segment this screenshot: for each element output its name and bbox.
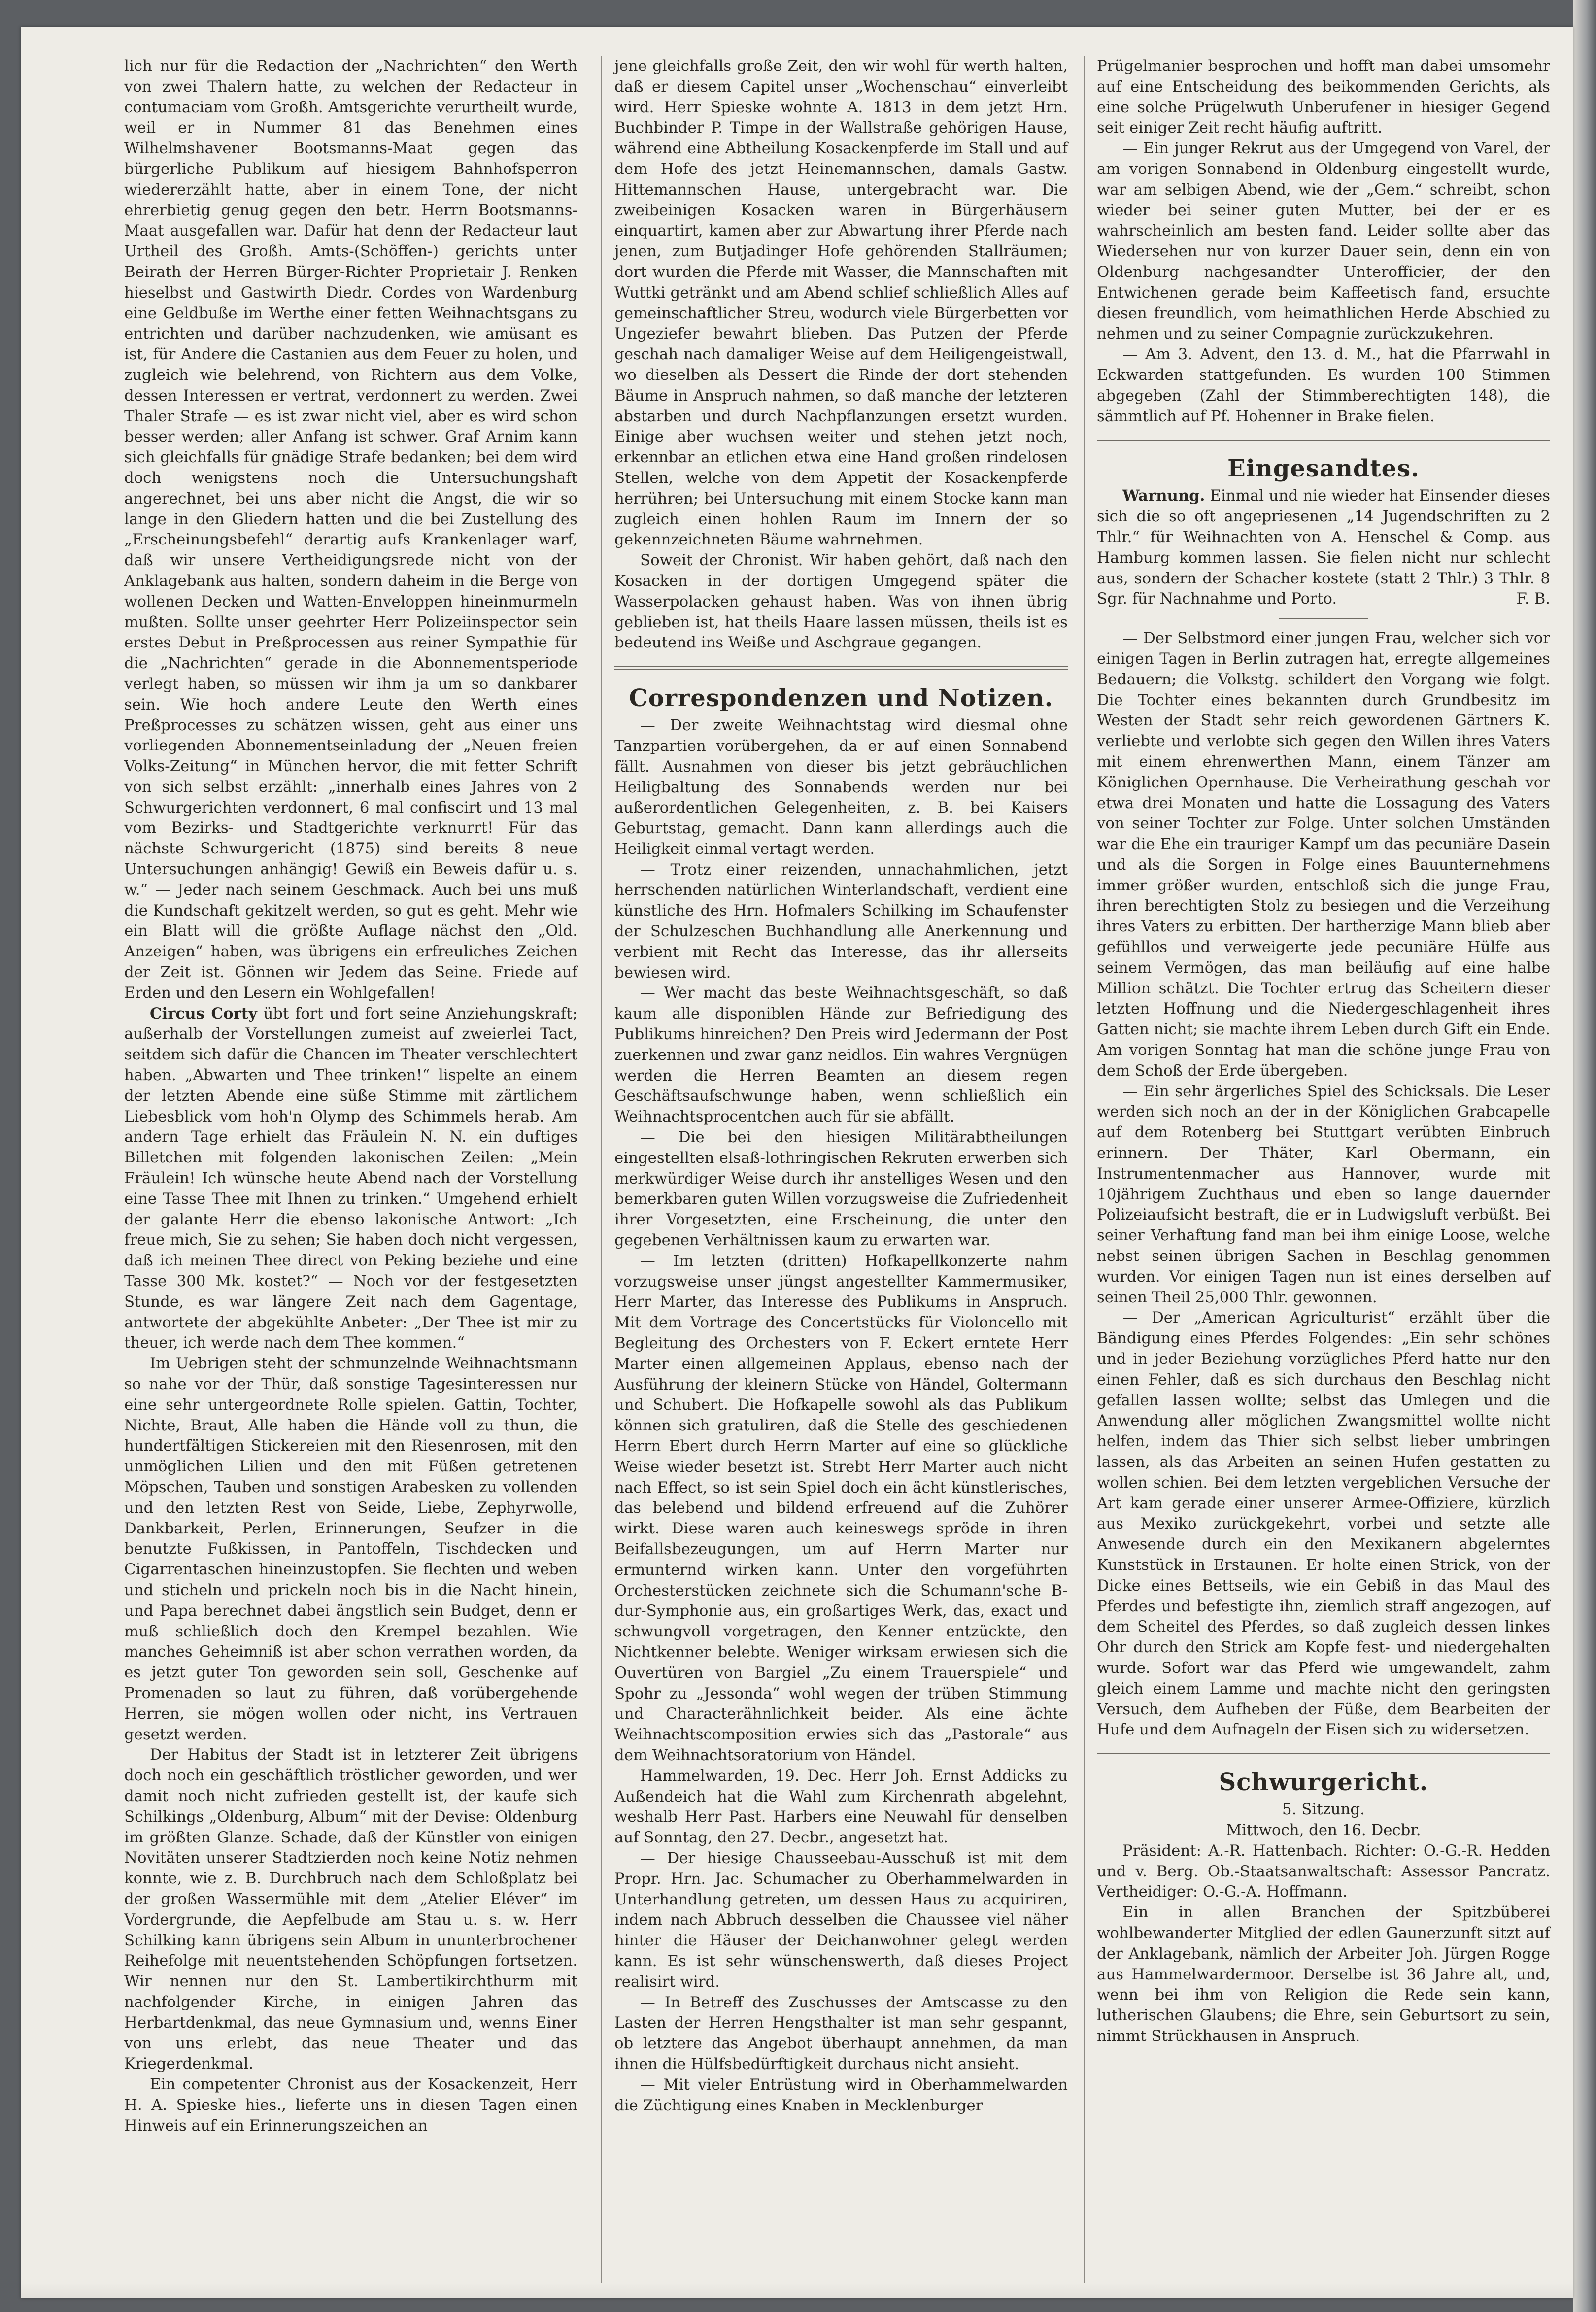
section-divider [614,666,1068,670]
col3-paragraph-4: — Der Selbstmord einer jungen Frau, welcher sich vor einigen Tagen in Berlin zutragen hat, erregte allgemeines Bedauern; die Volkstg. schildert den Vorgang wie folgt. Die Tochter eines bekannten durch Grundbesitz im Westen der Stadt sehr reich gewordenen Gärtners K. verliebte und verlobte sich gegen den Willen ihres Vaters mit einem ehrenwerthen Mann, einem Tänzer am Königlichen Opernhause. Die Verheirathung geschah vor etwa drei Monaten und hatte die Lossagung des Vaters von seiner Tochter zur Folge. Unter solchen Umständen war die Ehe ein trauriger Kampf um das pecuniäre Dasein und als die Sorgen in Folge eines Bauunternehmens immer größer wurden, entschloß sich die junge Frau, ihren berechtigten Stolz zu besiegen und die Verzeihung ihres Vaters zu erbitten. Der hartherzige Mann blieb aber gefühllos und verweigerte jede pecuniäre Hülfe aus seinem Vermögen, das man beiläufig auf eine halbe Million schätzt. Die Tochter ertrug das Scheitern dieser letzten Hoffnung und die Niedergeschlagenheit ihres Gatten nicht; sie machte ihrem Leben durch Gift ein Ende. Am vorigen Sonntag hat man die schöne junge Frau von dem Schoß der Erde übergeben. [1097,629,1550,1080]
corty-title: Circus Corty [150,1004,257,1022]
col1-paragraph-5: Ein competenter Chronist aus der Kosackenzeit, Herr H. A. Spieske hies., lieferte uns in diesen Tagen einen Hinweis auf ein Erinnerungszeichen an [124,2075,577,2135]
notice-4: — Die bei den hiesigen Militärabtheilungen eingestellten elsaß-lothringischen Rekruten erwerben sich merkwürdiger Weise durch ihr anstelliges Wesen und den bemerkbaren guten Willen vorzugsweise die Zufriedenheit ihrer Vorgesetzten, eine Erscheinung, die unter den gegebenen Verhältnissen kaum zu erwarten war. [614,1128,1068,1250]
notice-6: Hammelwarden, 19. Dec. Herr Joh. Ernst Addicks zu Außendeich hat die Wahl zum Kirchenrath abgelehnt, weshalb Herr Past. Harbers eine Neuwahl für denselben auf Sonntag, den 27. Decbr., angesetzt hat. [614,1767,1068,1847]
notice-2: — Trotz einer reizenden, unnachahmlichen, jetzt herrschenden natürlichen Winterlandschaft, verdient eine künstliche des Hrn. Hofmalers Schilking im Schaufenster der Schulzeschen Buchhandlung alle Anerkennung und verbient mit Recht das Interesse, das ihr allerseits bewiesen wird. [614,860,1068,982]
warning-body: Einmal und nie wieder hat Einsender dieses sich die so oft angepriesenen „14 Jugendschriften zu 2 Thlr.“ für Weihnachten von A. Henschel & Comp. aus Hamburg kommen lassen. Sie fielen nicht nur schlecht aus, sondern der Schacher kostete (statt 2 Thlr.) 3 Thlr. 8 Sgr. für Nachnahme und Porto. [1097,487,1551,608]
notice-8: — In Betreff des Zuschusses der Amtscasse zu den Lasten der Herren Hengsthalter ist man sehr gespannt, ob letztere das Angebot überhaupt annehmen, da man ihnen die Hülfsbedürftigkeit durchaus nicht ansieht. [614,1993,1068,2073]
newspaper-page [21,27,1573,2298]
col3-paragraph-7: Ein in allen Branchen der Spitzbüberei wohlbewanderter Mitglied der edlen Gaunerzunft sitzt auf der Anklagebank, nämlich der Arbeiter Joh. Jürgen Rogge aus Hammelwardermoor. Derselbe ist 36 Jahre alt, und, wenn bei ihm von Religion die Rede sein kann, lutherischen Glaubens; die Ehre, sein Geburtsort zu sein, nimmt Strückhausen in Anspruch. [1097,1904,1550,2045]
notice-7: — Der hiesige Chausseebau-Ausschuß ist mit dem Propr. Hrn. Jac. Schumacher zu Oberhammelwarden in Unterhandlung getreten, um dessen Haus zu acquiriren, indem nach Abbruch desselben die Chaussee viel näher hinter die Häuser der Deichanwohner gelegt werden kann. Es ist sehr wünschenswerth, daß dieses Project realisirt wird. [614,1849,1068,1991]
col3-paragraph-5: — Ein sehr ärgerliches Spiel des Schicksals. Die Leser werden sich noch an der in der Königlichen Grabcapelle auf dem Rotenberg bei Stuttgart verübten Einbruch erinnern. Der Thäter, Karl Obermann, ein Instrumentenmacher aus Hannover, wurde mit 10jährigem Zuchthaus und eben so lange dauernder Polizeiaufsicht bestraft, die er in Ludwigsluft verbüßt. Bei seiner Verhaftung fand man bei ihm einige Loose, welche nebst seinen übrigen Sachen in Beschlag genommen wurden. Vor einigen Tagen nun ist eines derselben auf seinen Theil 25,000 Thlr. gewonnen. [1097,1082,1550,1306]
column-3 [1097,56,1550,2047]
session-number: 5. Sitzung. [1282,1801,1365,1819]
col1-paragraph-corty [124,1004,577,1354]
col1-paragraph-1: lich nur für die Redaction der „Nachrichten“ den Werth von zwei Thalern hatte, zu welchen der Redacteur in contumaciam vom Großh. Amtsgerichte verurtheilt wurde, weil er in Nummer 81 das Benehmen eines Wilhelmshavener Bootsmanns-Maat gegen das bürgerliche Publikum auf hiesigem Bahnhofsperron wiedererzählt hatte, aber in einem Tone, der nicht ehrerbietig genug gegen den betr. Herrn Bootsmanns-Maat ausgefallen war. Dafür hat denn der Redacteur laut Urtheil des Großh. Amts-(Schöffen-) gerichts unter Beirath der Herren Bürger-Richter Proprietair J. Renken hieselbst und Gastwirth Diedr. Cordes von Wardenburg eine Geldbuße im Werthe einer fetten Weihnachtsgans zu entrichten und darüber nachzudenken, wie amüsant es ist, für Andere die Castanien aus dem Feuer zu holen, und zugleich wie belehrend, von Richtern aus dem Volke, dessen Interessen er vertrat, verdonnert zu werden. Zwei Thaler Strafe — es ist zwar nicht viel, aber es wird schon besser werden; aller Anfang ist schwer. Graf Arnim kann sich gleichfalls für gnädige Strafe bedanken; bei dem wird doch wenigstens noch die Untersuchungshaft angerechnet, bei uns aber nicht die Angst, die wir so lange in den Gliedern hatten und die bei Zustellung des „Erscheinungsbefehl“ derartig aufs Krankenlager warf, daß wir unsere Vertheidigungsrede nicht von der Anklagebank aus halten, sondern daheim in die Berge von wollenen Decken und Watten-Enveloppen hineinmurmeln mußten. Sollte unser geehrter Herr Polizeiinspector sein erstes Debut in Preßprocessen aus reiner Sympathie für die „Nachrichten“ gerade in die Abonnementsperiode verlegt haben, so müssen wir ihm ja um so dankbarer sein. Wie hoch andere Leute den Werth eines Preßprocesses zu schätzen wissen, geht aus einer uns vorliegenden Abonnementseinladung der „Neuen freien Volks-Zeitung“ in München hervor, die mit fetter Schrift von sich selbst erzählt: „innerhalb eines Jahres von 2 Schwurgerichten verdonnert, 6 mal confiscirt und 13 mal vom Bezirks- und Stadtgerichte verknurrt! Für das nächste Schwurgericht (1875) sind bereits 8 neue Untersuchungen anhängig! Gewiß ein Beweis dafür u. s. w.“ — Jeder nach seinem Geschmack. Auch bei uns muß die Kundschaft gekitzelt werden, so gut es geht. Mehr wie ein Blatt will die größte Auflage nächst den „Old. Anzeigen“ haben, was übrigens ein erfreuliches Zeichen der Zeit ist. Gönnen wir Jedem das Seine. Friede auf Erden und den Lesern ein Wohlgefallen! [124,57,577,1002]
scan-background-top [0,0,1596,27]
col2-paragraph-1: jene gleichfalls große Zeit, den wir wohl für werth halten, daß er diesem Capitel unser „Wochenschau“ einverleibt wird. Herr Spieske wohnte A. 1813 in dem jetzt Hrn. Buchbinder P. Timpe in der Wallstraße gehörigen Hause, während eine Abtheilung Kosackenpferde im Stall und auf dem Hofe des jetzt Heinemannschen, damals Gastw. Hittemannschen Hause, untergebracht war. Die zweibeinigen Kosacken waren in Bürgerhäusern einquartirt, kamen aber zur Abwartung ihrer Pferde nach jenen, zum Butjadinger Hofe gehörenden Stallräumen; dort wurden die Pferde mit Wasser, die Mannschaften mit Wuttki getränkt und am Abend schlief schließlich Alles auf gemeinschaftlicher Streu, wodurch viele Bürgerbetten vor Ungeziefer bewahrt blieben. Das Putzen der Pferde geschah nach damaliger Weise auf dem Heiligengeistwall, wo dieselben als Dessert die Rinde der dort stehenden Bäume in Anspruch nahmen, so daß manche der letzteren abstarben und durch Nachpflanzungen ersetzt wurden. Einige aber wuchsen weiter und stehen jetzt noch, erkennbar an etlichen etwa eine Hand großen rindelosen Stellen, welche von dem Appetit der Kosackenpferde herrühren; bei Untersuchung mit einem Stocke kann man zugleich einen hohlen Raum im Innern der so gekennzeichneten Bäume wahrnehmen. [614,57,1068,549]
column-rule-1 [601,56,602,2283]
warning-signature: F. B. [1516,590,1550,608]
notice-1: — Der zweite Weihnachtstag wird diesmal ohne Tanzpartien vorübergehen, da er auf einen Sonnabend fällt. Ausnahmen von dieser bis jetzt gebräuchlichen Heiligbaltung des Sonnabends werden nur bei außerordentlichen Gelegenheiten, z. B. bei Kaisers Geburtstag, gemacht. Dann kann allerdings auch die Heiligkeit einmal vertagt werden. [614,716,1068,858]
column-rule-2 [1084,56,1085,2283]
notice-3: — Wer macht das beste Weihnachtsgeschäft, so daß kaum alle disponiblen Hände zur Befriedigung des Publikums hinreichen? Den Preis wird Jedermann der Post zuerkennen und zwar ganz neidlos. Ein wahres Vergnügen werden die Herren Beamten an diesem regen Geschäftsaufschwunge haben, wenn schließlich ein Weihnachtsprocentchen auch für sie abfällt. [614,984,1068,1126]
short-divider [1279,618,1368,619]
col2-paragraph-2: Soweit der Chronist. Wir haben gehört, daß nach den Kosacken in der dortigen Umgegend später die Wasserpolacken gehaust haben. Was von ihnen übrig geblieben ist, hat theils Haare lassen müssen, theils ist es bedeutend ins Weiße und Aschgraue gegangen. [614,551,1068,652]
section-divider [1097,440,1550,441]
column-2 [614,56,1068,2116]
scan-page-edge [1573,0,1596,2312]
warning-title: Warnung. [1122,487,1205,505]
col3-paragraph-2: — Ein junger Rekrut aus der Umgegend von Varel, der am vorigen Sonnabend in Oldenburg eingestellt wurde, war am selbigen Abend, wie der „Gem.“ schreibt, schon wieder bei seiner guten Mutter, bei der er es wahrscheinlich am besten fand. Leider sollte aber das Wiedersehen nur von kurzer Dauer sein, denn ein von Oldenburg nachgesandter Unterofficier, der den Entwichenen gerade beim Kaffeetisch fand, ersuchte diesen freundlich, vom heimathlichen Herde Abschied zu nehmen und zu seiner Compagnie zurückzukehren. [1097,139,1550,343]
notice-9: — Mit vieler Entrüstung wird in Oberhammelwarden die Züchtigung eines Knaben in Mecklenburger [614,2075,1068,2114]
corty-text: übt fort und fort seine Anziehungskraft; außerhalb der Vorstellungen zumeist auf zweierlei Tact, seitdem sich dafür die Chancen im Theater verschlechtert haben. „Abwarten und Thee trinken!“ lispelte an einem der letzten Abende eine süße Stimme mit zärtlichem Liebesblick vom hoh'n Olymp des Schimmels herab. Am andern Tage erhielt das Fräulein N. N. ein duftiges Billetchen mit folgenden lakonischen Zeilen: „Mein Fräulein! Ich wünsche heute Abend nach der Vorstellung eine Tasse Thee mit Ihnen zu trinken.“ Umgehend erhielt der galante Herr die ebenso lakonische Antwort: „Ich freue mich, Sie zu sehen; Sie haben doch nicht vergessen, daß ich meinen Thee direct von Peking beziehe und eine Tasse 300 Mk. kostet?“ — Noch vor der festgesetzten Stunde, es war längere Zeit nach dem Gagentage, antwortete der abgekühlte Anbeter: „Der Thee ist mir zu theuer, ich werde nach dem Thee kommen.“ [124,1004,577,1352]
page-bottom-shading [21,2283,1573,2298]
col3-paragraph-6: — Der „American Agriculturist“ erzählt über die Bändigung eines Pferdes Folgendes: „Ein sehr schönes und in jeder Beziehung vorzügliches Pferd hatte nur den einen Fehler, daß es sich durchaus den Beschlag nicht gefallen lassen wollte; selbst das Umlegen und die Anwendung aller möglichen Zwangsmittel wollte nicht helfen, indem das Thier sich selbst lieber umbringen lassen, als das Arbeiten an seinen Hufen gestatten zu wollen schien. Bei dem letzten vergeblichen Versuche der Art kam gerade einer unserer Armee-Offiziere, kürzlich aus Mexiko zurückgekehrt, vorbei und setzte alle Anwesende durch ein den Mexikanern abgelerntes Kunststück in Erstaunen. Er holte einen Strick, von der Dicke eines Bettseils, wie ein Gebiß in das Maul des Pferdes und befestigte ihn, ziemlich straff angezogen, auf dem Scheitel des Pferdes, so daß zugleich dessen linkes Ohr durch den Strick am Kopfe fest- und niedergehalten wurde. Sofort war das Pferd wie umgewandelt, zahm gleich einem Lamme und machte nicht den geringsten Versuch, dem Aufheben der Füße, dem Bearbeiten der Hufe und dem Aufnageln der Eisen sich zu widersetzen. [1097,1309,1550,1739]
col3-paragraph-3: — Am 3. Advent, den 13. d. M., hat die Pfarrwahl in Eckwarden stattgefunden. Es wurden 100 Stimmen abgegeben (Zahl der Stimmberechtigten 148), die sämmtlich auf Pf. Hohenner in Brake fielen. [1097,345,1550,425]
session-date: Mittwoch, den 16. Decbr. [1226,1821,1421,1839]
col1-paragraph-3: Im Uebrigen steht der schmunzelnde Weihnachtsmann so nahe vor der Thür, daß sonstige Tagesinteressen nur eine sehr untergeordnete Rolle spielen. Gattin, Tochter, Nichte, Braut, Alle haben die Hände voll zu thun, die hundertfältigen Stickereien mit den Riesenrosen, mit den unmöglichen Lilien und den mit Füßen getretenen Möpschen, Tauben und sonstigen Arabesken zu vollenden und den letzten Rest von Seide, Liebe, Zephyrwolle, Dankbarkeit, Perlen, Erinnerungen, Seufzer in die benutzte Fußkissen, in Pantoffeln, Tischdecken und Cigarrentaschen hineinzustopfen. Sie flechten und weben und sticheln und prickeln noch bis in die Nacht hinein, und Papa berechnet dabei ängstlich sein Budget, denn er muß schließlich doch den Krempel bezahlen. Wie manches Geheimniß ist aber schon verrathen worden, da es jetzt guter Ton geworden sein soll, Geschenke auf Promenaden so laut zu führen, daß vorübergehende Herren, sie mögen wollen oder nicht, ins Vertrauen gesetzt werden. [124,1355,577,1743]
section-heading-schwurgericht: Schwurgericht. [1219,1768,1428,1797]
warning-paragraph [1097,486,1550,610]
col3-paragraph-1: Prügelmanier besprochen und hofft man dabei umsomehr auf eine Entscheidung des beikommenden Gerichts, als eine solche Prügelwuth Unberufener in hiesiger Gegend seit einiger Zeit recht häufig auftritt. [1097,57,1550,137]
court-composition: Präsident: A.-R. Hattenbach. Richter: O.-G.-R. Hedden und v. Berg. Ob.-Staatsanwaltschaft: Assessor Pancratz. Vertheidiger: O.-G.-A. Hoffmann. [1097,1841,1550,1901]
section-heading-correspondenzen: Correspondenzen und Notizen. [629,684,1053,713]
col1-paragraph-4: Der Habitus der Stadt ist in letzterer Zeit übrigens doch noch ein geschäftlich tröstlicher geworden, und wer damit noch nicht zufrieden gestellt ist, der kaufe sich Schilkings „Oldenburg, Album“ mit der Devise: Oldenburg im größten Glanze. Schade, daß der Künstler von einigen Novitäten unserer Stadtzierden noch keine Notiz nehmen konnte, wie z. B. Durchbruch nach dem Schloßplatz bei der großen Wassermühle mit dem „Atelier Eléver“ im Vordergrunde, die Aepfelbude am Stau u. s. w. Herr Schilking kann übrigens sein Album in ununterbrochener Reihefolge mit neuentstehenden Schöpfungen fortsetzen. Wir nennen nur den St. Lambertikirchthurm mit nachfolgender Kirche, in einigen Jahren das Herbartdenkmal, das neue Gymnasium und, wenns Einer von uns erlebt, das neue Theater und das Kriegerdenkmal. [124,1746,577,2073]
section-heading-eingesandtes: Eingesandtes. [1227,455,1420,483]
notice-5: — Im letzten (dritten) Hofkapellkonzerte nahm vorzugsweise unser jüngst angestellter Kammermusiker, Herr Marter, das Interesse des Publikums in Anspruch. Mit dem Vortrage des Concertstücks für Violoncello mit Begleitung des Orchesters von F. Eckert erntete Herr Marter einen allgemeinen Applaus, ebenso nach der Ausführung der kleinern Stücke von Händel, Goltermann und Schubert. Die Hofkapelle sowohl als das Publikum können sich gratuliren, daß die Stelle des geschiedenen Herrn Ebert durch Herrn Marter auf eine so glückliche Weise wieder besetzt ist. Strebt Herr Marter auch nicht nach Effect, so ist sein Spiel doch ein ächt künstlerisches, das belebend und bildend erfreuend auf die Zuhörer wirkt. Diese waren auch keineswegs spröde in ihren Beifallsbezeugungen, um auf Herrn Marter nur ermunternd wirken kann. Unter den vorgeführten Orchesterstücken zeichnete sich die Schumann'sche B-dur-Symphonie aus, ein großartiges Werk, das, exact und schwungvoll vorgetragen, den Kenner entzückte, den Nichtkenner belebte. Weniger wirksam erwiesen sich die Ouvertüren von Bargiel „Zu einem Trauerspiele“ und Spohr zu „Jessonda“ wohl wegen der trüben Stimmung und Characterähnlichkeit beider. Als eine ächte Weihnachtscomposition erwies sich das „Pastorale“ aus dem Weihnachtsoratorium von Händel. [614,1252,1068,1764]
section-divider [1097,1753,1550,1754]
column-1 [124,56,577,2136]
